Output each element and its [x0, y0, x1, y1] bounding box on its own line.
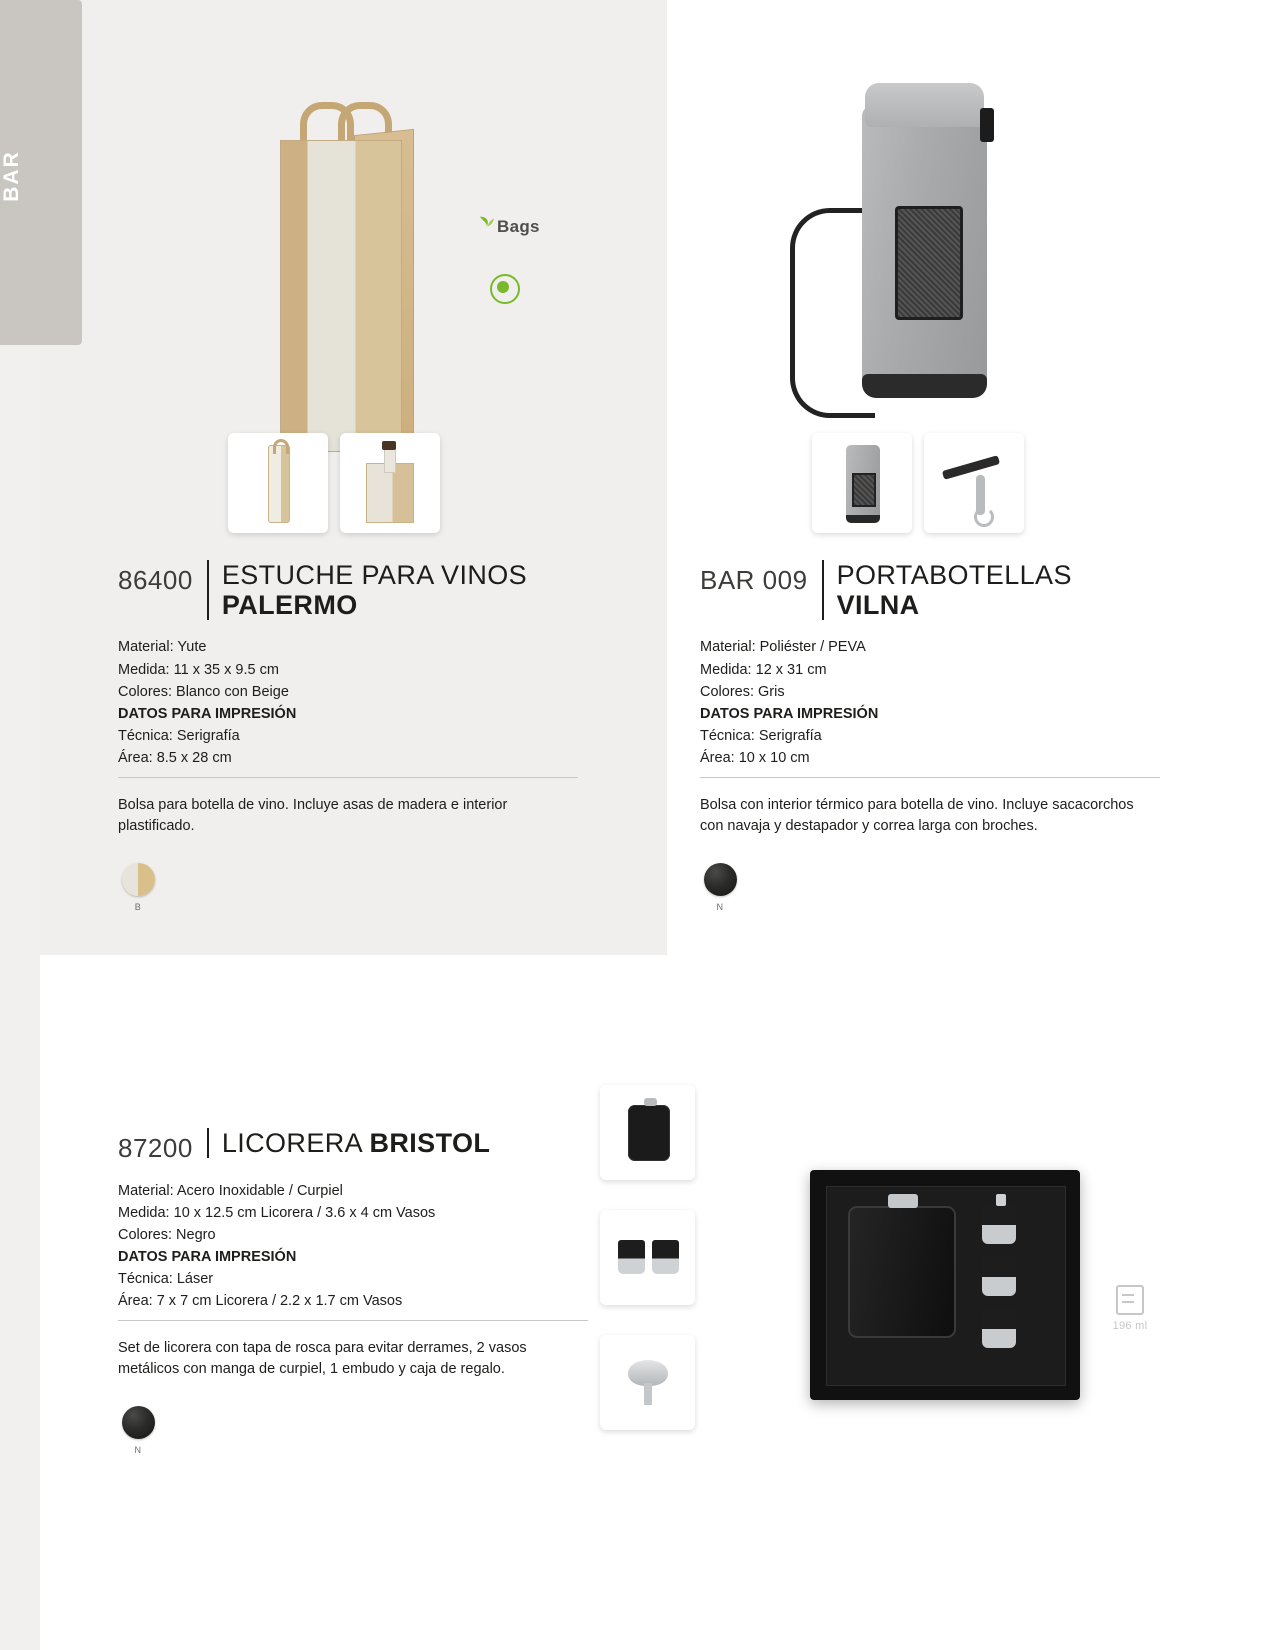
product-name	[207, 1128, 490, 1158]
spec-tecnica-value: Serigrafía	[758, 727, 822, 744]
spec-material-label: Material:	[118, 639, 174, 656]
bag-front-panel	[280, 140, 402, 452]
bottle-holder-top	[865, 83, 984, 127]
spec-tecnica-label: Técnica:	[700, 727, 755, 744]
product-title-row	[118, 560, 578, 620]
product-name-line-1: PORTABOTELLAS	[836, 560, 1072, 590]
color-swatch[interactable]	[122, 1406, 155, 1439]
spec-colores	[118, 1224, 588, 1246]
thumbnail-image[interactable]	[340, 433, 440, 533]
spec-medida-label: Medida:	[700, 661, 752, 678]
flask-cap	[888, 1194, 918, 1208]
spec-material-label: Material:	[700, 639, 756, 656]
spec-divider	[118, 777, 578, 778]
spec-colores-label: Colores:	[700, 683, 754, 700]
spec-tecnica-value: Serigrafía	[176, 727, 240, 744]
spec-area	[118, 747, 578, 769]
color-swatch-label: N	[716, 901, 724, 912]
print-data-header: DATOS PARA IMPRESIÓN	[118, 1249, 297, 1266]
product-title-row	[118, 1128, 588, 1164]
spec-area-label: Área:	[700, 749, 735, 766]
bottle-holder-base	[862, 374, 987, 398]
spec-tecnica-value: Láser	[176, 1271, 214, 1288]
spec-colores	[700, 681, 1160, 703]
spec-area-label: Área:	[118, 749, 153, 766]
mesh-window	[895, 206, 963, 320]
spec-area	[700, 747, 1160, 769]
product-name	[207, 560, 527, 620]
spec-colores-value: Blanco con Beige	[176, 683, 289, 700]
spec-area-label: Área:	[118, 1293, 153, 1310]
print-data-header: DATOS PARA IMPRESIÓN	[118, 705, 297, 722]
spec-tecnica-label: Técnica:	[118, 1271, 173, 1288]
spec-medida	[700, 659, 1160, 681]
spec-medida	[118, 659, 578, 681]
spec-area-value: 10 x 10 cm	[738, 749, 810, 766]
metal-cup	[982, 1204, 1016, 1244]
product-specs	[118, 1180, 588, 1312]
product-card-bar-009	[700, 560, 1160, 912]
spec-colores-label: Colores:	[118, 1227, 172, 1244]
spec-material	[118, 1180, 588, 1202]
product-card-86400	[118, 560, 578, 912]
spec-medida	[118, 1202, 588, 1224]
spec-material	[700, 636, 1160, 658]
leaf-icon	[478, 214, 496, 228]
product-code: 87200	[118, 1133, 193, 1163]
color-swatch-label: B	[134, 901, 142, 912]
thumbnail-image[interactable]	[600, 1210, 695, 1305]
thumbnail-image[interactable]	[600, 1085, 695, 1180]
spec-divider	[118, 1320, 588, 1321]
product-name-line-2: VILNA	[836, 590, 920, 621]
eco-badge-icon	[490, 274, 520, 304]
spec-material-value: Poliéster / PEVA	[759, 639, 866, 656]
product-description: Set de licorera con tapa de rosca para evitar derrames, 2 vasos metálicos con manga de curpiel, 1 embudo y caja de regalo.	[118, 1340, 527, 1378]
spec-medida-value: 10 x 12.5 cm Licorera / 3.6 x 4 cm Vasos	[173, 1205, 436, 1222]
product-name-line-2: BRISTOL	[369, 1128, 491, 1158]
zipper-pull	[980, 108, 994, 142]
capacity-badge	[1100, 1285, 1160, 1332]
product-code: 86400	[118, 565, 193, 595]
color-swatch-group	[118, 1406, 158, 1455]
spec-colores-value: Gris	[758, 683, 785, 700]
product-title-row	[700, 560, 1160, 620]
spec-material-label: Material:	[118, 1183, 174, 1199]
spec-material-value: Acero Inoxidable / Curpiel	[176, 1183, 343, 1199]
spec-divider	[700, 777, 1160, 778]
product-card-87200	[118, 1128, 588, 1455]
product-name	[822, 560, 1072, 620]
section-tab	[0, 0, 82, 345]
spec-tecnica-label: Técnica:	[118, 727, 173, 744]
thumbnail-image[interactable]	[924, 433, 1024, 533]
product-2-hero-image	[862, 78, 1062, 408]
color-swatch[interactable]	[122, 863, 155, 896]
spec-tecnica	[700, 725, 1160, 747]
thumbnail-image[interactable]	[600, 1335, 695, 1430]
spec-area-value: 7 x 7 cm Licorera / 2.2 x 1.7 cm Vasos	[156, 1293, 403, 1310]
capacity-icon	[1116, 1285, 1144, 1315]
metal-cup	[982, 1256, 1016, 1296]
color-swatch-group	[118, 863, 158, 912]
spec-colores	[118, 681, 578, 703]
spec-medida-label: Medida:	[118, 1205, 170, 1222]
spec-area	[118, 1290, 588, 1312]
spec-medida-label: Medida:	[118, 661, 170, 678]
product-1-thumbnails	[228, 433, 440, 533]
product-name-line-2: PALERMO	[221, 590, 358, 621]
spec-area-value: 8.5 x 28 cm	[156, 749, 232, 766]
product-name-line-1: ESTUCHE PARA VINOS	[221, 560, 528, 590]
thumbnail-image[interactable]	[812, 433, 912, 533]
section-tab-label: BAR	[0, 150, 23, 202]
flask	[848, 1206, 956, 1338]
color-swatch-label: N	[134, 1445, 142, 1456]
spec-material-value: Yute	[177, 639, 207, 656]
color-swatch[interactable]	[704, 863, 737, 896]
print-data-header: DATOS PARA IMPRESIÓN	[700, 705, 879, 722]
product-2-thumbnails	[812, 433, 1024, 533]
capacity-label: 196 ml	[1112, 1320, 1148, 1332]
spec-tecnica	[118, 725, 578, 747]
funnel-icon	[996, 1194, 1006, 1206]
spec-tecnica	[118, 1268, 588, 1290]
product-description: Bolsa con interior térmico para botella de vino. Incluye sacacorchos con navaja y destapador y correa larga con broches.	[700, 796, 1134, 834]
product-code: BAR 009	[700, 565, 808, 595]
product-1-hero-image	[280, 80, 460, 470]
thumbnail-image[interactable]	[228, 433, 328, 533]
product-3-hero-image	[810, 1170, 1080, 1400]
color-swatch-group	[700, 863, 740, 912]
product-specs	[700, 636, 1160, 768]
metal-cup	[982, 1308, 1016, 1348]
bags-logo-text: Bags	[497, 217, 540, 236]
spec-medida-value: 11 x 35 x 9.5 cm	[173, 661, 279, 678]
product-name-line-1: LICORERA	[221, 1128, 370, 1158]
spec-medida-value: 12 x 31 cm	[755, 661, 827, 678]
spec-colores-value: Negro	[176, 1227, 216, 1244]
spec-material	[118, 636, 578, 658]
product-description: Bolsa para botella de vino. Incluye asas de madera e interior plastificado.	[118, 796, 508, 834]
product-specs	[118, 636, 578, 768]
spec-colores-label: Colores:	[118, 683, 172, 700]
